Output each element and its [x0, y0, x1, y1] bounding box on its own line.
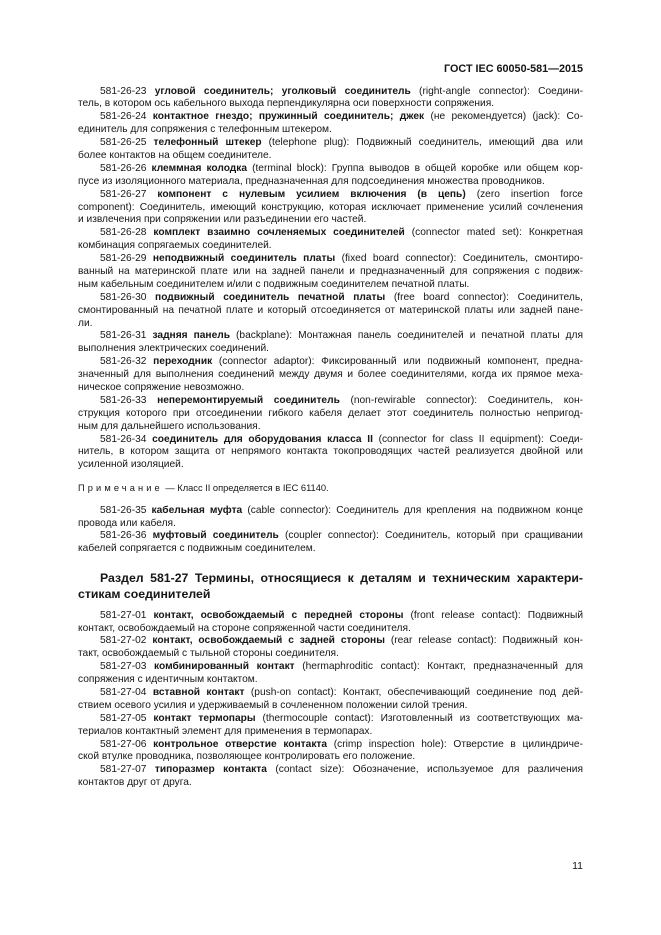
definition-line: такт, освобождаемый с тыльной стороны соединителя. — [78, 648, 339, 660]
entry-first-line — [78, 111, 583, 124]
section-heading-line: Раздел 581-27 Термины, относящиеся к деталям и техническим характери- — [100, 571, 583, 586]
definition-line: значенный для выполнения соединений между двумя и более соединителями, когда их прямое меха- — [78, 369, 583, 381]
term-entry — [78, 434, 583, 473]
term-name: компонент с нулевым усилием включения (в цепь) — [157, 188, 466, 200]
definition-text: (terminal block): Группа выводов в общей коробке или общем кор- — [252, 162, 583, 174]
entry-first-line — [78, 137, 583, 150]
term-entry — [78, 610, 583, 636]
term-name: неподвижный соединитель платы — [152, 253, 336, 265]
definition-text: (connector for class II equipment): Соеди- — [378, 433, 583, 445]
entry-first-line — [78, 163, 583, 176]
definition-text: (right-angle connector): Соедини- — [419, 85, 583, 97]
entry-first-line — [78, 434, 583, 447]
definition-text: (не рекомендуется) (jack): Со- — [430, 111, 583, 123]
term-name: муфтовый соединитель — [152, 530, 279, 542]
term-entry — [78, 189, 583, 228]
section-581-27-entries — [78, 610, 583, 790]
term-entry — [78, 292, 583, 331]
definition-text: (front release contact): Подвижный — [410, 609, 584, 621]
note-label: Примечание — [78, 483, 163, 494]
term-number: 581-27-01 — [100, 609, 147, 621]
term-number: 581-27-07 — [100, 764, 147, 776]
term-entry — [78, 635, 583, 661]
definition-text: (contact size): Обозначение, используемое для различения — [275, 764, 583, 776]
term-entry — [78, 356, 583, 395]
document-designation: ГОСТ IEC 60050-581—2015 — [444, 63, 583, 75]
term-entry — [78, 227, 583, 253]
definition-text: (crimp inspection hole): Отверстие в цилиндриче- — [333, 738, 583, 750]
definition-line: выполнения электрических соединений. — [78, 343, 269, 355]
term-name: комбинированный контакт — [154, 661, 295, 673]
term-entry — [78, 661, 583, 687]
page-number: 11 — [572, 860, 583, 872]
term-entry — [78, 330, 583, 356]
term-name: контактное гнездо; пружинный соединитель; джек — [152, 111, 425, 123]
definition-text: (coupler connector): Соединитель, который при сращивании — [284, 530, 583, 542]
term-number: 581-27-02 — [100, 635, 147, 647]
term-entry — [78, 137, 583, 163]
definition-text: (rear release contact): Подвижный кон- — [390, 635, 583, 647]
term-name: телефонный штекер — [153, 137, 262, 149]
definition-line: ным для дальнейшего использования. — [78, 420, 261, 432]
term-entry — [78, 163, 583, 189]
term-name: переходник — [153, 356, 213, 368]
term-number: 581-26-27 — [100, 188, 147, 200]
entry-first-line — [78, 292, 583, 305]
term-number: 581-26-31 — [100, 330, 147, 342]
definition-text: (fixed board connector): Соединитель, смонтиро- — [341, 253, 583, 265]
definition-line: усиленной изоляцией. — [78, 459, 184, 471]
definition-line: кабелей сопрягается с подвижным соединителем. — [78, 543, 316, 555]
term-entry — [78, 713, 583, 739]
definition-line: и извлечения при сопряжении или разъединении его частей. — [78, 214, 367, 226]
definition-text: (hermaphroditic contact): Контакт, предназначенный для — [302, 661, 583, 673]
entry-first-line — [78, 610, 583, 623]
term-number: 581-27-06 — [100, 738, 147, 750]
definition-text: (thermocouple contact): Изготовленный из соответствующих ма- — [262, 712, 584, 724]
definition-line: контактов друг от друга. — [78, 777, 192, 789]
entry-first-line — [78, 356, 583, 369]
term-entry — [78, 111, 583, 137]
definition-text: (connector adaptor): Фиксированный или подвижный компонент, предна- — [218, 356, 583, 368]
entry-first-line — [78, 505, 583, 518]
term-number: 581-26-24 — [100, 111, 147, 123]
term-name: соединитель для оборудования класса II — [152, 433, 373, 445]
definition-line: смонтированный на печатной плате и который отсоединяется от материнской платы или задней пане- — [78, 304, 583, 316]
term-entry — [78, 253, 583, 292]
term-name: контакт, освобождаемый с передней стороны — [153, 609, 404, 621]
entry-first-line — [78, 713, 583, 726]
term-number: 581-26-32 — [100, 356, 147, 368]
definition-text: (telephone plug): Подвижный соединитель, имеющий два или — [268, 137, 583, 149]
term-name: задняя панель — [152, 330, 230, 342]
definition-line: струкция которого при отсоединении гибкого кабеля делает этот соединитель полностью непригод- — [78, 407, 583, 419]
definition-text: (free board connector): Соединитель, — [393, 291, 583, 303]
definition-line: ли. — [78, 317, 93, 329]
term-number: 581-26-26 — [100, 162, 147, 174]
definition-text: (cable connector): Соединитель для крепления на подвижном конце — [247, 504, 583, 516]
section-581-26-entries — [78, 86, 583, 473]
term-number: 581-26-30 — [100, 291, 147, 303]
definition-line: териалов контактный элемент для применения в термопарах. — [78, 725, 373, 737]
definition-text: (non-rewirable connector): Соединитель, кон- — [350, 394, 583, 406]
definition-line: единитель для сопряжения с телефонным штекером. — [78, 124, 332, 136]
term-number: 581-26-36 — [100, 530, 147, 542]
term-number: 581-27-03 — [100, 661, 147, 673]
term-number: 581-26-34 — [100, 433, 147, 445]
definition-line: component): Соединитель, имеющий конструкцию, которая исключает применение усилий сочленения — [78, 201, 583, 213]
definition-line: пусе из изоляционного материала, предназначенная для подсоединения множества проводников. — [78, 175, 545, 187]
entry-first-line — [78, 395, 583, 408]
entry-first-line — [78, 189, 583, 202]
term-entry — [78, 505, 583, 531]
term-name: клеммная колодка — [151, 162, 248, 174]
term-name: типоразмер контакта — [154, 764, 267, 776]
definition-line: более контактов на общем соединителе. — [78, 149, 272, 161]
term-number: 581-27-04 — [100, 687, 147, 699]
entry-first-line — [78, 227, 583, 240]
note-text: — Класс II определяется в IEC 61140. — [165, 483, 329, 494]
term-number: 581-26-33 — [100, 394, 147, 406]
definition-text: (backplane): Монтажная панель соединителей и печатной платы для — [236, 330, 583, 342]
definition-line: провода или кабеля. — [78, 517, 176, 529]
definition-text: (push-on contact): Контакт, обеспечивающий соединение под дей- — [250, 687, 583, 699]
term-entry — [78, 86, 583, 112]
entry-first-line — [78, 86, 583, 99]
definition-line: контакт, освобождаемый на стороне сопряженной части соединителя. — [78, 622, 411, 634]
definition-text: (zero insertion force — [476, 188, 583, 200]
term-name: угловой соединитель; уголковый соединитель — [154, 85, 411, 97]
term-entry — [78, 687, 583, 713]
definition-line: ванный на материнской плате или на задней панели и предназначенный для сопряжения с подвиж- — [78, 265, 583, 277]
definition-line: ской втулке проводника, позволяющее контролировать его положение. — [78, 751, 416, 763]
entry-first-line — [78, 687, 583, 700]
term-name: контакт термопары — [153, 712, 256, 724]
term-entry — [78, 530, 583, 556]
term-number: 581-26-35 — [100, 504, 147, 516]
term-entry — [78, 739, 583, 765]
text-body — [78, 86, 583, 791]
section-581-27-heading — [78, 570, 583, 602]
term-number: 581-27-05 — [100, 712, 147, 724]
entry-first-line — [78, 530, 583, 543]
term-name: кабельная муфта — [151, 504, 243, 516]
term-name: контакт, освобождаемый с задней стороны — [152, 635, 385, 647]
entry-first-line — [78, 739, 583, 752]
entry-first-line — [78, 661, 583, 674]
term-name: контрольное отверстие контакта — [153, 738, 328, 750]
term-name: комплект взаимно сочленяемых соединителей — [153, 227, 405, 239]
definition-text: (connector mated set): Конкретная — [411, 227, 584, 239]
definition-line: ствием осевого усилия и удерживаемый в сочлененном положении силой трения. — [78, 699, 468, 711]
term-entry — [78, 764, 583, 790]
section-581-26-entries-continued — [78, 505, 583, 557]
definition-line: комбинация сопрягаемых соединителей. — [78, 240, 272, 252]
entry-first-line — [78, 330, 583, 343]
term-name: подвижный соединитель печатной платы — [155, 291, 386, 303]
definition-line: тель, в котором ось кабельного выхода перпендикулярна оси поверхности сопряжения. — [78, 98, 495, 110]
term-number: 581-26-29 — [100, 253, 147, 265]
term-name: неперемонтируемый соединитель — [157, 394, 340, 406]
term-number: 581-26-25 — [100, 137, 147, 149]
note — [78, 482, 583, 495]
definition-line: сопряжения с идентичным контактом. — [78, 674, 258, 686]
section-heading-line: стикам соединителей — [78, 587, 211, 602]
entry-first-line — [78, 253, 583, 266]
term-number: 581-26-23 — [100, 85, 147, 97]
term-entry — [78, 395, 583, 434]
entry-first-line — [78, 635, 583, 648]
term-number: 581-26-28 — [100, 227, 147, 239]
definition-line: ническое сопряжение невозможно. — [78, 381, 245, 393]
definition-line: нитель, в котором защита от непрямого контакта токопроводящих частей реализуется двойной или — [78, 446, 583, 458]
definition-line: ным кабельным соединителем и/или с подвижным соединителем печатной платы. — [78, 278, 470, 290]
entry-first-line — [78, 764, 583, 777]
term-name: вставной контакт — [152, 687, 245, 699]
